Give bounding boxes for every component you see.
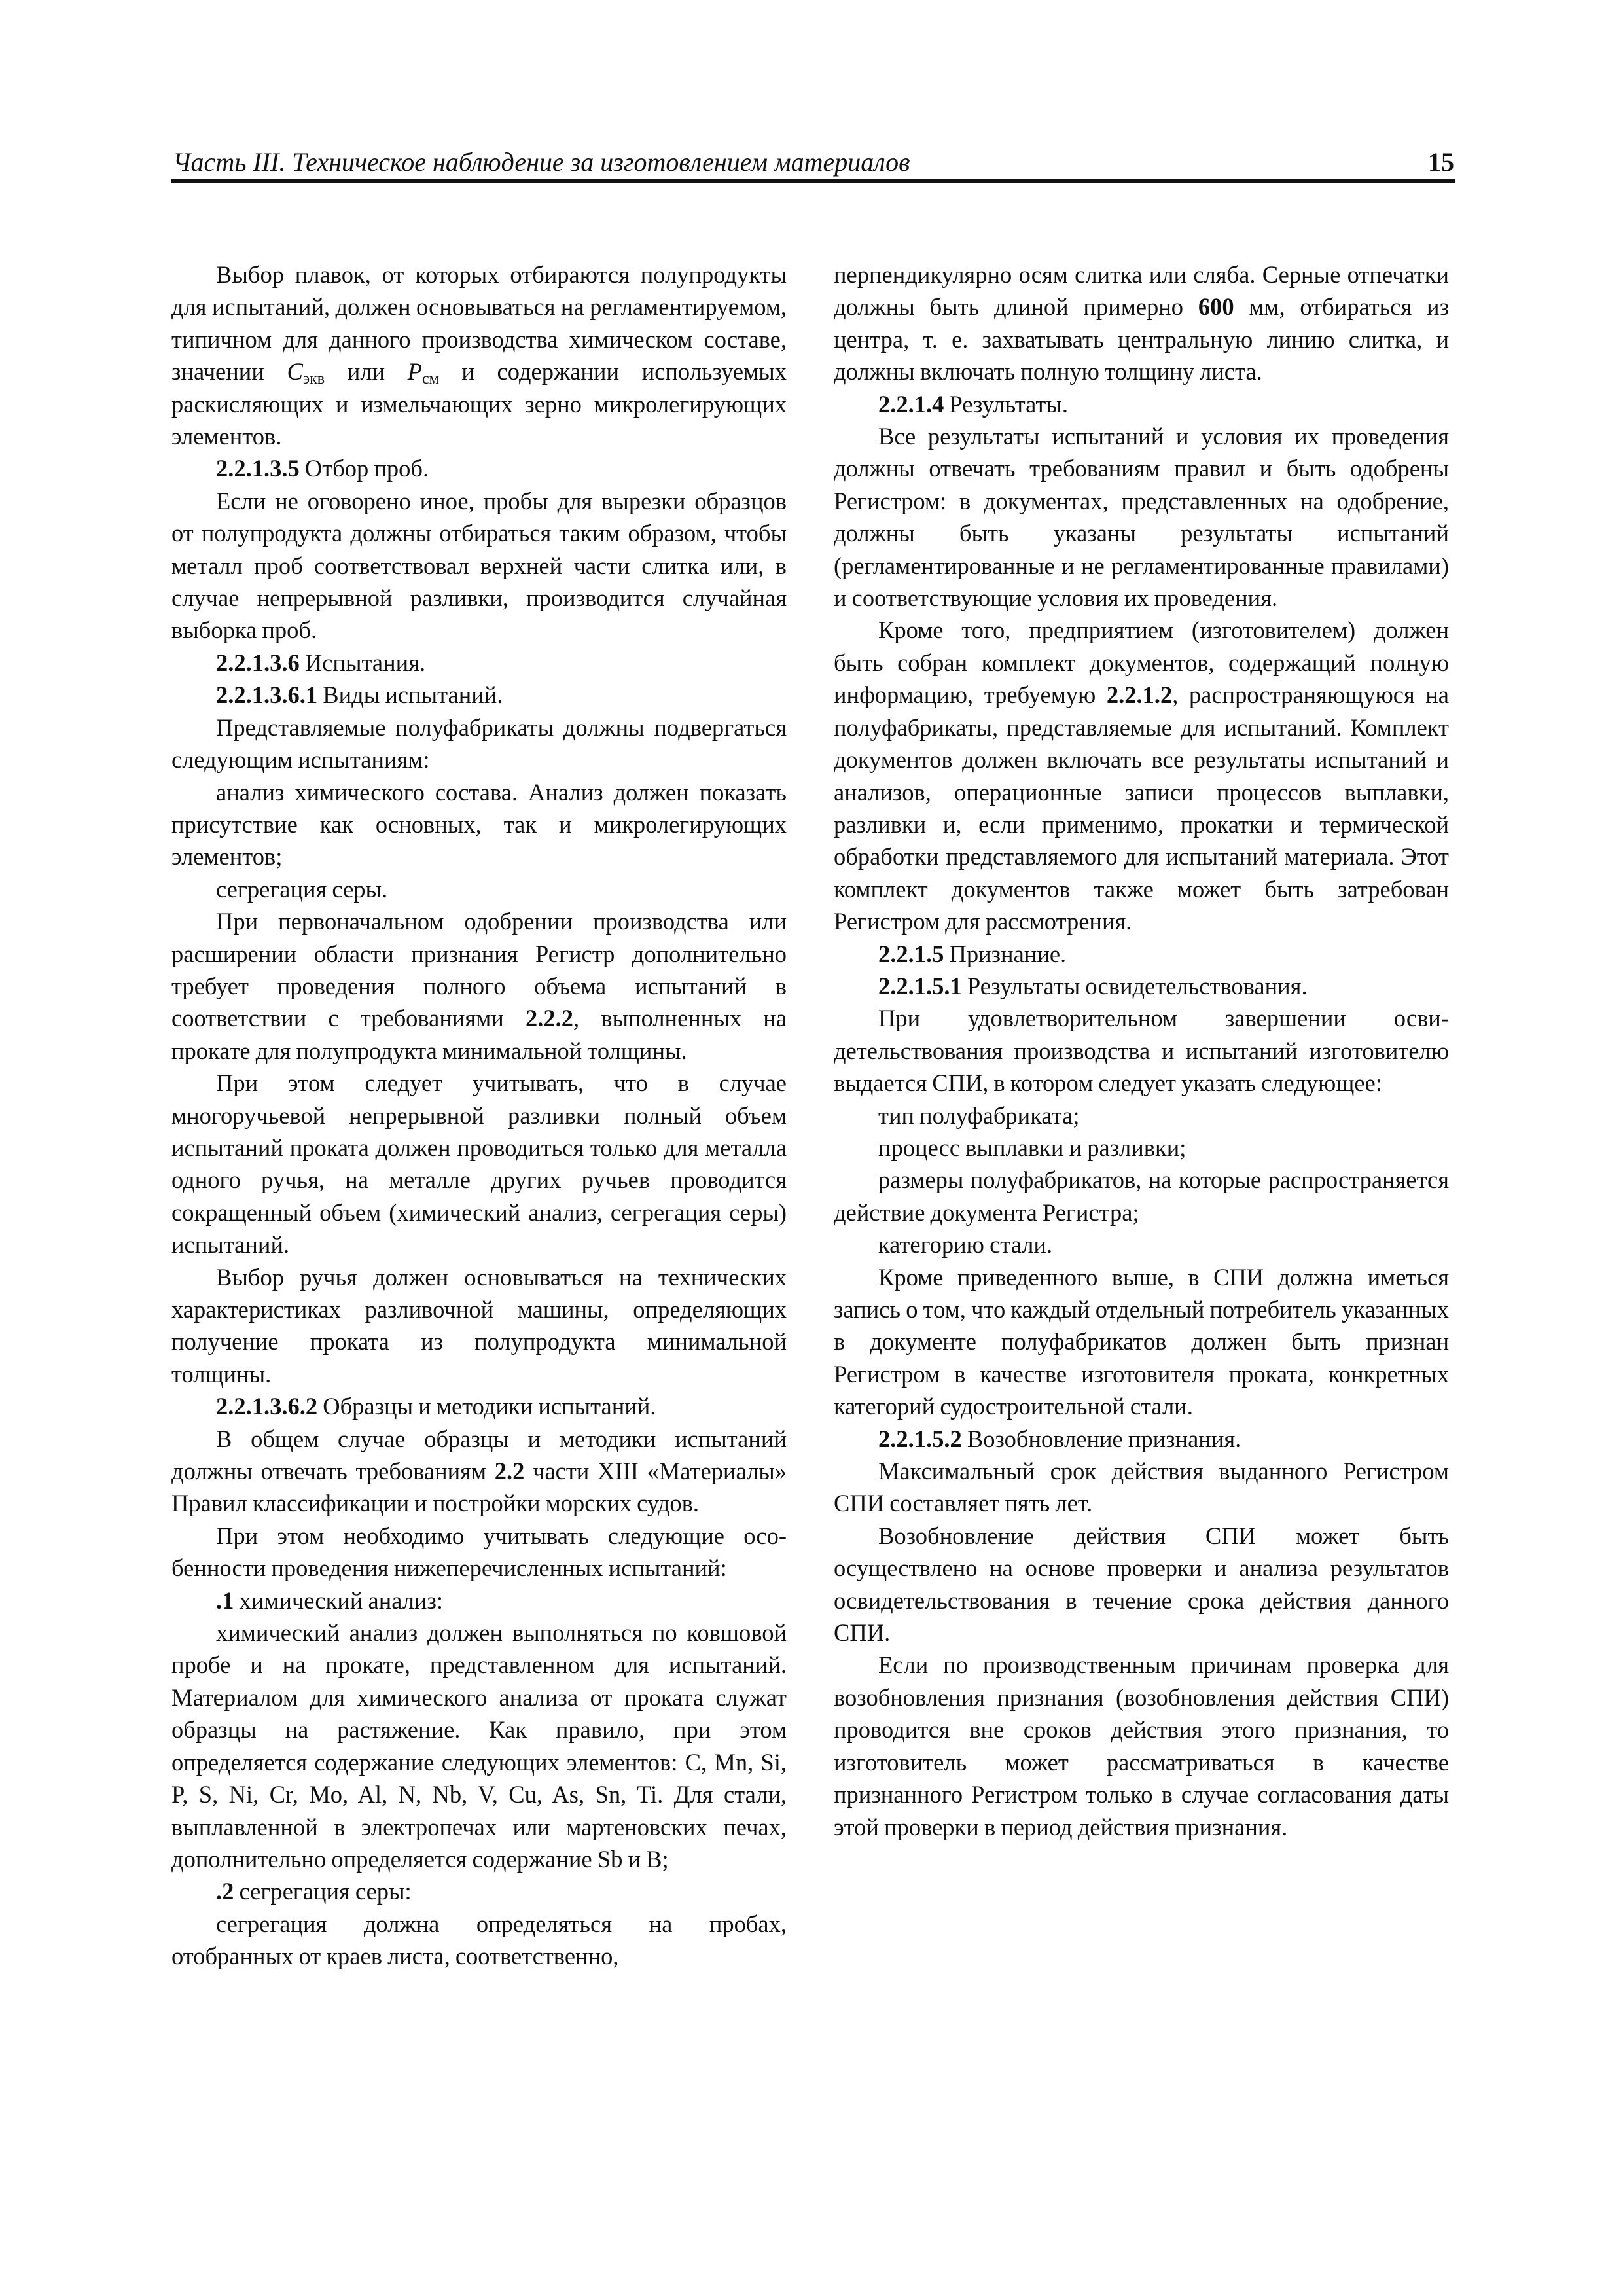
cross-reference: 2.2.2	[526, 1005, 573, 1032]
section-heading: 2.2.1.5.1 Результаты освидетельствования.	[878, 972, 1308, 999]
section-heading: 2.2.1.3.6.2 Образцы и методики испытаний.	[216, 1393, 656, 1420]
paragraph: Если не оговорено иное, пробы для вырезки образцов от полупродукта должны отбираться таким образом, чтобы металл проб соответствовал верхней части слитка или, в случае непрерывной разливки, производится случайная выборка проб.	[171, 487, 787, 644]
formula-c-ekv: $C_{экв}$	[287, 358, 325, 388]
paragraph: Если по производственным причинам проверка для возобновления признания (возобновления действия СПИ) проводится вне сроков действия этого признания, то изготовитель может рассматриваться в качестве признанного Регистром только в случае согласования даты этой проверки в период действия признания.	[834, 1651, 1449, 1840]
header-title: Часть III. Техническое наблюдение за изготовлением материалов	[173, 147, 910, 177]
list-heading: .1 химический анализ:	[216, 1587, 444, 1614]
page-number: 15	[1428, 147, 1454, 177]
section-heading: 2.2.1.3.5 Отбор проб.	[216, 455, 429, 482]
paragraph: Кроме того, предприятием (изготовителем) должен быть собран комплект документов, содержащий полную информацию, требуемую 2.2.1.2, распространяющуюся на полуфабрикаты, представляемые для испытаний. Комплект документов должен включать все результаты испытаний и анализов, операционные записи процессов выплавки, разливки и, если применимо, прокатки и термической обработки представляемого для испытаний материала. Этот комплект документов также может быть затребован Регистром для рассмотрения.	[834, 617, 1449, 935]
paragraph: Кроме приведенного выше, в СПИ должна иметься запись о том, что каждый отдельный потребитель указанных в документе полуфабрикатов должен быть признан Регистром в качестве изготовителя проката, конкретных категорий судостроительной стали.	[834, 1263, 1449, 1420]
paragraph: При первоначальном одобрении производства или расширении области признания Регистр дополнительно требует проведения полного объема испытаний в соответствии с требованиями 2.2.2, выполненных на прокате для полупродукта минимальной толщины.	[171, 908, 787, 1064]
running-header	[171, 139, 1455, 183]
list-item: тип полуфабриката;	[878, 1102, 1080, 1129]
paragraph: химический анализ должен выполняться по ковшовой пробе и на прокате, представленном для испытаний. Материалом для химического анализа от проката служат образцы на растяжение. Как правило, при этом определяется содержание следующих элементов: C, Mn, Si, P, S, Ni, Cr, Mo, Al, N, Nb, V, Cu, As, Sn, Ti. Для стали, выплавленной в электропечах или мартеновских печах, дополнительно определяется содержание Sb и B;	[171, 1619, 787, 1873]
paragraph: При этом следует учитывать, что в случае многоручьевой непрерывной разливки полный объем испытаний проката должен проводиться только для металла одного ручья, на металле других ручьев проводится сокращенный объем (химический анализ, сегрегация серы) испытаний.	[171, 1069, 787, 1259]
paragraph: перпендикулярно осям слитка или сляба. Серные отпечатки должны быть длиной примерно 600 мм, отбираться из центра, т. е. захватывать центральную линию слитка, и должны включать полную толщину листа.	[834, 261, 1449, 386]
section-heading: 2.2.1.5 Признание.	[878, 940, 1067, 967]
list-item: процесс выплавки и разливки;	[878, 1134, 1186, 1161]
paragraph: Максимальный срок действия выданного Регистром СПИ составляет пять лет.	[834, 1458, 1449, 1517]
section-heading: 2.2.1.4 Результаты.	[878, 390, 1068, 418]
left-column	[171, 259, 787, 1973]
cross-reference: 2.2.1.2	[1106, 681, 1173, 709]
paragraph: Представляемые полуфабрикаты должны подвергаться следующим испытаниям:	[171, 713, 787, 774]
list-heading: .2 сегрегация серы:	[216, 1878, 412, 1905]
section-heading: 2.2.1.5.2 Возобновление признания.	[878, 1425, 1241, 1452]
paragraph: Возобновление действия СПИ может быть осуществлено на основе проверки и анализа результатов освидетельствования в течение срока действия данного СПИ.	[834, 1522, 1449, 1647]
formula-p-sm: $P_{см}$	[407, 358, 439, 388]
paragraph: При удовлетворительном завершении освидетельствования производства и испытаний изготовителю выдается СПИ, в котором следует указать следующее:	[834, 1005, 1449, 1097]
paragraph: Выбор ручья должен основываться на технических характеристиках разливочной машины, определяющих получение проката из полупродукта минимальной толщины.	[171, 1263, 787, 1388]
cross-reference: 2.2	[494, 1458, 525, 1485]
list-item: анализ химического состава. Анализ должен показать присутствие как основных, так и микролегирующих элементов;	[171, 778, 787, 870]
list-item: категорию стали.	[878, 1231, 1053, 1259]
section-heading: 2.2.1.3.6 Испытания.	[216, 649, 426, 676]
list-item: сегрегация серы.	[216, 875, 388, 903]
section-heading: 2.2.1.3.6.1 Виды испытаний.	[216, 681, 503, 709]
paragraph: При этом необходимо учитывать следующие особенности проведения нижеперечисленных испытаний:	[171, 1522, 787, 1582]
paragraph: Все результаты испытаний и условия их проведения должны отвечать требованиям правил и быть одобрены Регистром: в документах, представленных на одобрение, должны быть указаны результаты испытаний (регламентированные и не регламентированные правилами) и соответствующие условия их проведения.	[834, 423, 1449, 612]
list-item: размеры полуфабрикатов, на которые распространяется действие документа Регистра;	[834, 1166, 1449, 1226]
paragraph: Выбор плавок, от которых отбираются полупродукты для испытаний, должен основываться на регламентируемом, типичном для данного производства химическом составе, значении $C_{экв}$ или $P_{см}$ и содержании используемых раскисляющих и измельчающих зерно микролегирующих элементов.	[171, 261, 787, 450]
paragraph: сегрегация должна определяться на пробах, отобранных от краев листа, соответственно,	[171, 1910, 787, 1970]
right-column	[834, 259, 1449, 1843]
paragraph: В общем случае образцы и методики испытаний должны отвечать требованиям 2.2 части XIII «Материалы» Правил классификации и постройки морских судов.	[171, 1425, 787, 1517]
